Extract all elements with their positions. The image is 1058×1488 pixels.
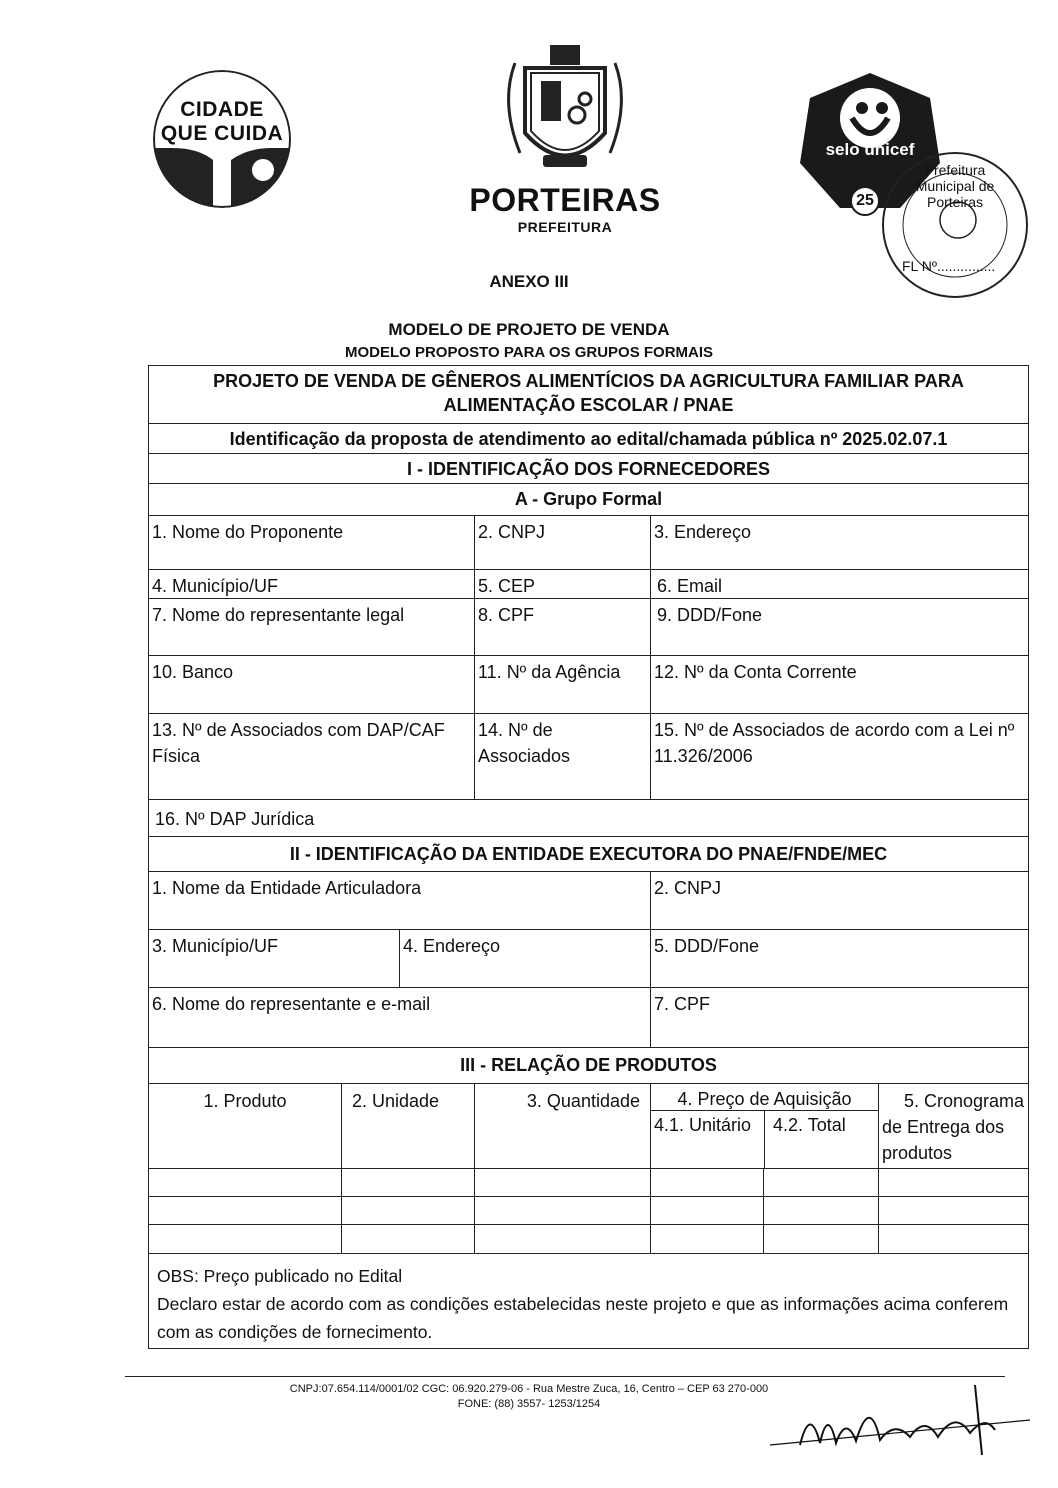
field-endereco[interactable]: 3. Endereço — [650, 516, 1030, 569]
field-representante-legal[interactable]: 7. Nome do representante legal — [152, 605, 405, 625]
field-entidade-endereco[interactable]: 4. Endereço — [399, 930, 650, 987]
field-entidade-cnpj[interactable]: 2. CNPJ — [650, 872, 1030, 929]
product-cell[interactable] — [763, 1197, 878, 1224]
products-header-row — [149, 1084, 1028, 1169]
section-2-title: II - IDENTIFICAÇÃO DA ENTIDADE EXECUTORA DO PNAE/FNDE/MEC — [289, 844, 888, 864]
product-row — [149, 1169, 1028, 1197]
section-1-title: I - IDENTIFICAÇÃO DOS FORNECEDORES — [406, 459, 770, 479]
col-preco-aquisicao-label: 4. Preço de Aquisição — [651, 1084, 878, 1111]
field-ddd-fone[interactable]: 9. DDD/Fone — [650, 599, 1030, 655]
col-cronograma — [878, 1084, 1030, 1168]
identificacao-label: Identificação da proposta de atendimento ao edital/chamada pública nº 2025.02.07.1 — [229, 429, 948, 449]
field-banco[interactable]: 10. Banco — [152, 662, 234, 682]
product-row — [149, 1197, 1028, 1225]
grupo-title: A - Grupo Formal — [514, 489, 663, 509]
obs-row — [149, 1254, 1028, 1348]
product-cell[interactable] — [878, 1197, 1030, 1224]
row-dap-juridica — [149, 800, 1028, 837]
field-municipio-uf[interactable]: 4. Município/UF — [152, 576, 279, 596]
product-cell[interactable] — [878, 1169, 1030, 1196]
product-cell[interactable] — [474, 1169, 650, 1196]
form-title — [149, 366, 1028, 423]
product-row — [149, 1225, 1028, 1254]
row-entidade-endereco — [149, 930, 1028, 988]
product-cell[interactable] — [878, 1225, 1030, 1253]
porteiras-crest-icon — [495, 43, 635, 183]
field-entidade-municipio[interactable]: 3. Município/UF — [152, 936, 279, 956]
field-entidade-representante[interactable]: 6. Nome do representante e e-mail — [152, 994, 431, 1014]
stamp-ring-text: Prefeitura Municipal de Porteiras — [915, 162, 995, 210]
col-cronograma-line-1: 5. Cronograma — [903, 1091, 1024, 1111]
logo-line-2: QUE CUIDA — [160, 122, 284, 145]
field-associados-dap-line-2: Física — [152, 746, 201, 766]
declaro-line-2: com as condições de fornecimento. — [157, 1322, 433, 1342]
sales-project-form — [148, 365, 1029, 1349]
section-3-row — [149, 1048, 1028, 1084]
footer-divider — [125, 1376, 1005, 1377]
col-produto: 1. Produto — [203, 1091, 287, 1111]
section-1-row — [149, 454, 1028, 484]
product-cell[interactable] — [763, 1225, 878, 1253]
field-conta-corrente[interactable]: 12. Nº da Conta Corrente — [650, 656, 1030, 713]
section-3-title: III - RELAÇÃO DE PRODUTOS — [460, 1055, 717, 1075]
product-cell[interactable] — [149, 1197, 341, 1224]
brand-sub: PREFEITURA — [517, 219, 613, 235]
col-quantidade: 3. Quantidade — [474, 1084, 650, 1168]
product-cell[interactable] — [474, 1197, 650, 1224]
field-nome-proponente[interactable]: 1. Nome do Proponente — [152, 522, 344, 542]
col-cronograma-line-3: produtos — [882, 1143, 953, 1163]
brand-block — [460, 182, 670, 236]
product-cell[interactable] — [341, 1169, 474, 1196]
product-cell[interactable] — [341, 1225, 474, 1253]
product-cell[interactable] — [650, 1197, 763, 1224]
field-cnpj[interactable]: 2. CNPJ — [474, 516, 650, 569]
footer-line-1: CNPJ:07.654.114/0001/02 CGC: 06.920.279-06 - Rua Mestre Zuca, 16, Centro – CEP 63 270-000 — [289, 1383, 769, 1395]
product-cell[interactable] — [474, 1225, 650, 1253]
obs-block — [149, 1254, 1028, 1348]
product-cell[interactable] — [763, 1169, 878, 1196]
product-cell[interactable] — [341, 1197, 474, 1224]
field-associados-lei-line-2: 11.326/2006 — [654, 746, 753, 766]
section-2-row — [149, 837, 1028, 872]
field-email[interactable]: 6. Email — [650, 570, 1030, 598]
identificacao-row — [149, 424, 1028, 454]
signature-icon — [760, 1385, 1040, 1465]
row-proponente — [149, 516, 1028, 570]
obs-text: OBS: Preço publicado no Edital — [157, 1266, 403, 1286]
field-dap-juridica[interactable]: 16. Nº DAP Jurídica — [155, 809, 315, 829]
row-entidade — [149, 872, 1028, 930]
col-preco-aquisicao — [650, 1084, 878, 1168]
modelo-subtitle: MODELO PROPOSTO PARA OS GRUPOS FORMAIS — [344, 344, 714, 361]
modelo-title: MODELO DE PROJETO DE VENDA — [388, 320, 670, 339]
field-cep[interactable]: 5. CEP — [474, 570, 650, 598]
field-entidade-fone[interactable]: 5. DDD/Fone — [650, 930, 1030, 987]
form-title-row — [149, 366, 1028, 424]
form-title-line-2: ALIMENTAÇÃO ESCOLAR / PNAE — [443, 395, 734, 415]
row-associados — [149, 714, 1028, 800]
footer-line-2: FONE: (88) 3557- 1253/1254 — [457, 1398, 601, 1410]
anexo-title: ANEXO III — [489, 272, 569, 291]
col-cronograma-line-2: de Entrega dos — [882, 1117, 1005, 1137]
product-cell[interactable] — [149, 1169, 341, 1196]
field-associados-lei-line-1: 15. Nº de Associados de acordo com a Lei nº — [654, 720, 1015, 740]
form-title-line-1: PROJETO DE VENDA DE GÊNEROS ALIMENTÍCIOS DA AGRICULTURA FAMILIAR PARA — [213, 371, 964, 391]
unicef-label: selo unicef — [825, 140, 915, 159]
brand-name: PORTEIRAS — [469, 182, 661, 218]
col-preco-total: 4.2. Total — [764, 1111, 879, 1169]
field-associados-dap-line-1: 13. Nº de Associados com DAP/CAF — [152, 720, 445, 740]
field-associados-lei[interactable] — [650, 714, 1030, 799]
grupo-row — [149, 484, 1028, 516]
row-municipio — [149, 570, 1028, 599]
cidade-que-cuida-logo — [153, 70, 291, 208]
field-agencia[interactable]: 11. Nº da Agência — [474, 656, 650, 713]
col-preco-unitario: 4.1. Unitário — [654, 1115, 752, 1135]
field-cpf[interactable]: 8. CPF — [474, 599, 650, 655]
field-associados-dap[interactable] — [149, 714, 474, 799]
unicef-badge-number: 25 — [856, 192, 874, 209]
declaro-line-1: Declaro estar de acordo com as condições estabelecidas neste projeto e que as informações acima conferem — [157, 1294, 1009, 1314]
field-entidade-cpf[interactable]: 7. CPF — [650, 988, 1030, 1047]
product-cell[interactable] — [650, 1169, 763, 1196]
product-cell[interactable] — [149, 1225, 341, 1253]
col-unidade: 2. Unidade — [341, 1084, 474, 1168]
row-representante — [149, 599, 1028, 656]
row-entidade-representante — [149, 988, 1028, 1048]
field-entidade-articuladora[interactable]: 1. Nome da Entidade Articuladora — [152, 878, 422, 898]
stamp-fl-number: FL Nº............... — [902, 258, 996, 274]
logo-line-1: CIDADE — [180, 98, 264, 121]
field-numero-associados[interactable]: 14. Nº de Associados — [474, 714, 650, 799]
product-cell[interactable] — [650, 1225, 763, 1253]
row-banco — [149, 656, 1028, 714]
